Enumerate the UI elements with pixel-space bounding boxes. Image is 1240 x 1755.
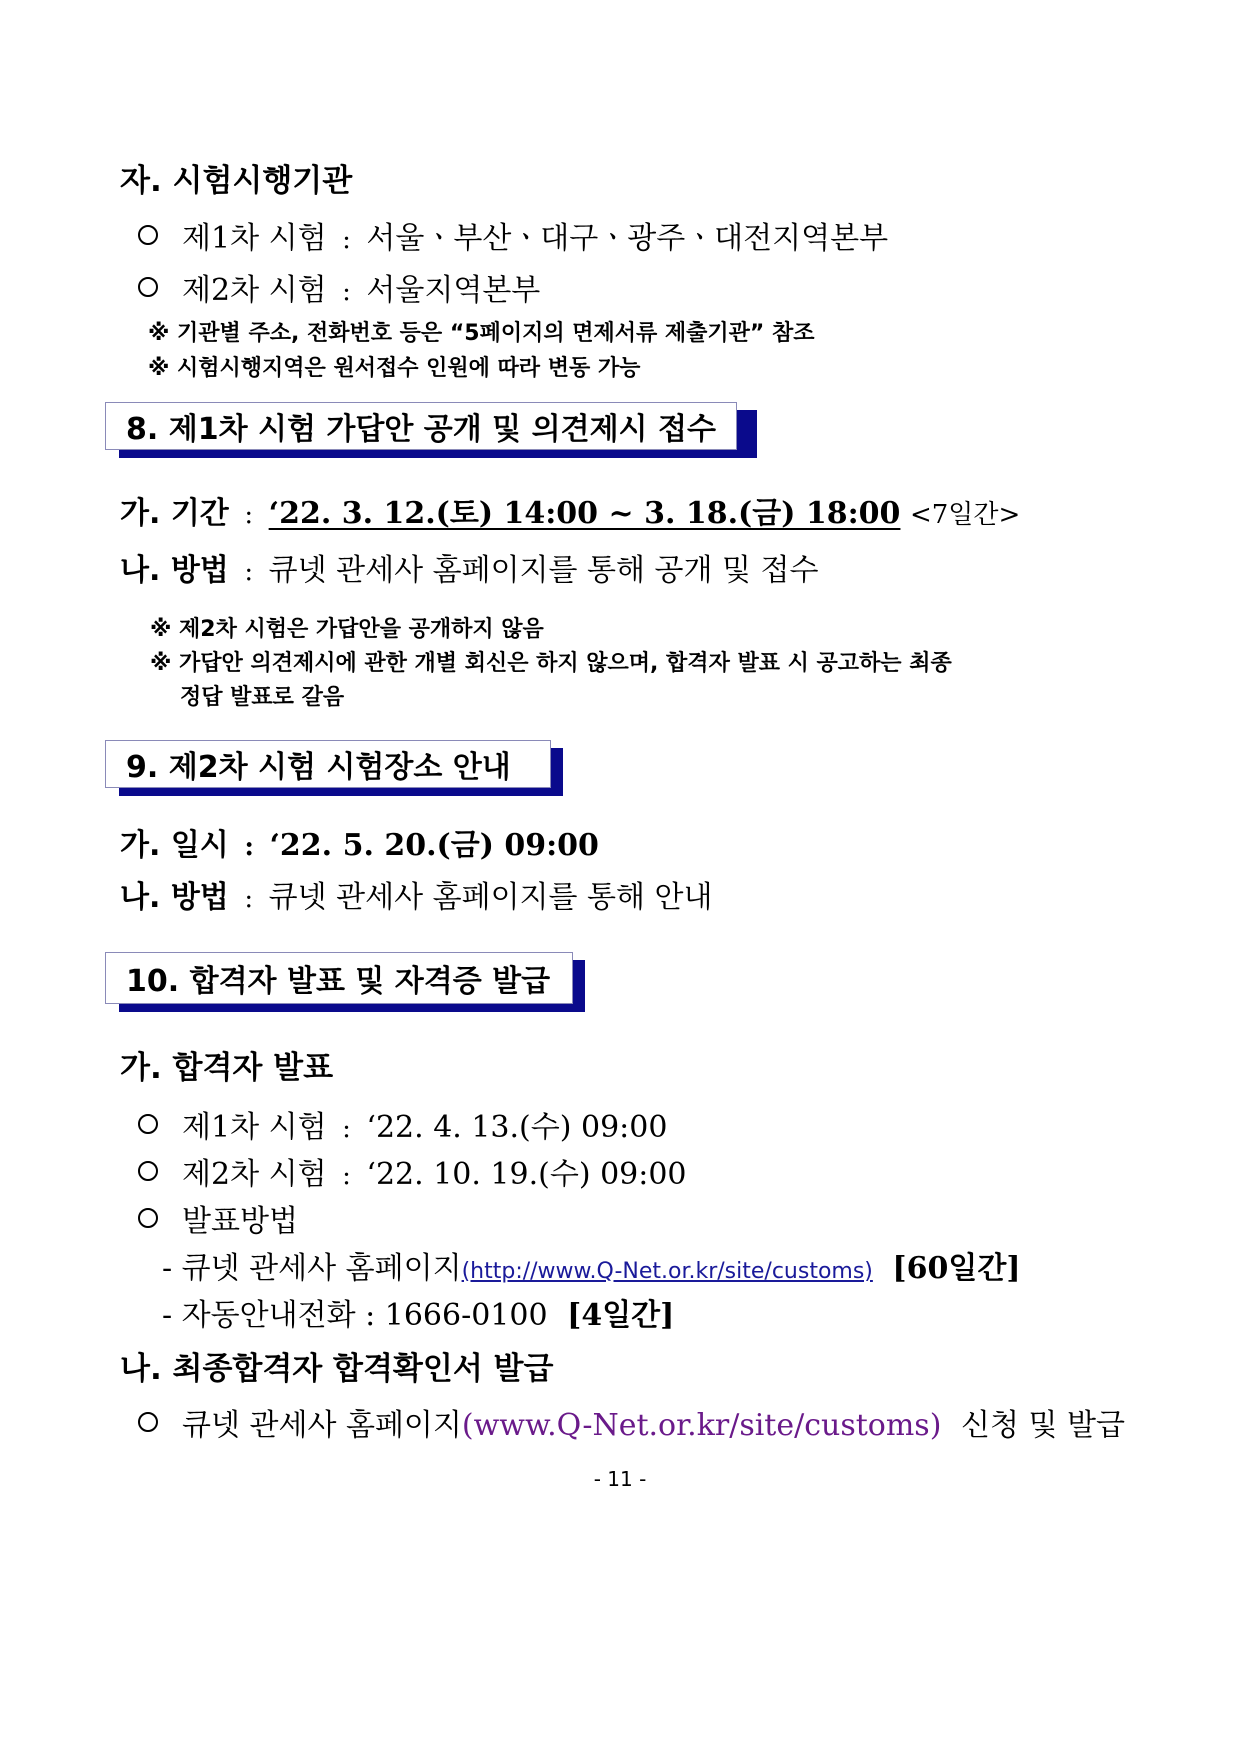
method-sep: : (244, 557, 254, 587)
item-label: 제2차 시험 (182, 1157, 327, 1192)
method-value: 큐넷 관세사 홈페이지를 통해 공개 및 접수 (268, 553, 819, 588)
period-sep: : (244, 500, 254, 530)
list-item (138, 1102, 667, 1146)
section-9-heading-box (105, 740, 563, 796)
section-ja-title: 자. 시험시행기관 (120, 163, 353, 199)
item-sep: : (342, 277, 351, 307)
method-line (162, 1290, 674, 1334)
note: ※ 기관별 주소, 전화번호 등은 “5페이지의 면제서류 제출기관” 참조 (148, 321, 815, 346)
period-row (120, 488, 1020, 532)
item-value: 서울ㆍ부산ㆍ대구ㆍ광주ㆍ대전지역본부 (366, 221, 889, 256)
list-item (138, 1400, 1125, 1444)
item-label: 제1차 시험 (182, 221, 327, 256)
subsection-na-title: 나. 최종합격자 합격확인서 발급 (120, 1351, 554, 1387)
date-label: 가. 일시 (120, 828, 229, 863)
qnet-link-2[interactable]: (www.Q-Net.or.kr/site/customs) (461, 1408, 942, 1443)
method-line (162, 1243, 1021, 1287)
method-value: 큐넷 관세사 홈페이지를 통해 안내 (268, 880, 713, 915)
method-title: 발표방법 (182, 1204, 298, 1239)
item-value: ‘22. 10. 19.(수) 09:00 (366, 1157, 687, 1192)
list-item (138, 1196, 298, 1240)
section-10-heading-box (105, 952, 585, 1012)
note: ※ 시험시행지역은 원서접수 인원에 따라 변동 가능 (148, 356, 641, 381)
item-sep: : (342, 1114, 351, 1144)
item-value: ‘22. 4. 13.(수) 09:00 (366, 1110, 668, 1145)
item-sep: : (342, 1161, 351, 1191)
section-8-title: 8. 제1차 시험 가답안 공개 및 의견제시 접수 (105, 402, 737, 450)
method1-suffix: [60일간] (892, 1251, 1021, 1286)
section-9-title: 9. 제2차 시험 시험장소 안내 (105, 740, 551, 788)
date-row (120, 820, 599, 864)
qnet-link[interactable]: (http://www.Q-Net.or.kr/site/customs) (461, 1259, 873, 1284)
item-value: 서울지역본부 (366, 273, 541, 308)
note: ※ 가답안 의견제시에 관한 개별 회신은 하지 않으며, 합격자 발표 시 공고하는 최종 (150, 651, 952, 676)
method-row (120, 545, 819, 589)
page-number: - 11 - (593, 1467, 647, 1491)
period-value: ‘22. 3. 12.(토) 14:00 ~ 3. 18.(금) 18:00 (268, 496, 901, 531)
subsection-ga-title: 가. 합격자 발표 (120, 1050, 334, 1086)
note: ※ 제2차 시험은 가답안을 공개하지 않음 (150, 617, 544, 642)
date-value: ‘22. 5. 20.(금) 09:00 (269, 828, 599, 863)
method2-prefix: - 자동안내전화 : 1666-0100 (162, 1298, 548, 1333)
method-label: 나. 방법 (120, 880, 229, 915)
item-label: 제1차 시험 (182, 1110, 327, 1145)
method-row (120, 872, 713, 916)
note: 정답 발표로 갈음 (180, 685, 345, 710)
list-item (138, 265, 540, 309)
method2-suffix: [4일간] (567, 1298, 675, 1333)
circle-bullet-icon (138, 1161, 158, 1181)
circle-bullet-icon (138, 1114, 158, 1134)
circle-bullet-icon (138, 225, 158, 245)
circle-bullet-icon (138, 1208, 158, 1228)
list-item (138, 1149, 687, 1193)
na-suffix: 신청 및 발급 (960, 1408, 1125, 1443)
period-label: 가. 기간 (120, 496, 229, 531)
section-10-title: 10. 합격자 발표 및 자격증 발급 (105, 952, 573, 1004)
list-item (138, 213, 888, 257)
period-suffix: <7일간> (909, 500, 1021, 530)
circle-bullet-icon (138, 277, 158, 297)
circle-bullet-icon (138, 1412, 158, 1432)
method-label: 나. 방법 (120, 553, 229, 588)
section-8-heading-box (105, 402, 757, 458)
na-prefix: 큐넷 관세사 홈페이지 (182, 1408, 462, 1443)
item-label: 제2차 시험 (182, 273, 327, 308)
method1-prefix: - 큐넷 관세사 홈페이지 (162, 1251, 462, 1286)
date-sep: : (244, 832, 254, 862)
method-sep: : (244, 884, 254, 914)
item-sep: : (342, 225, 351, 255)
